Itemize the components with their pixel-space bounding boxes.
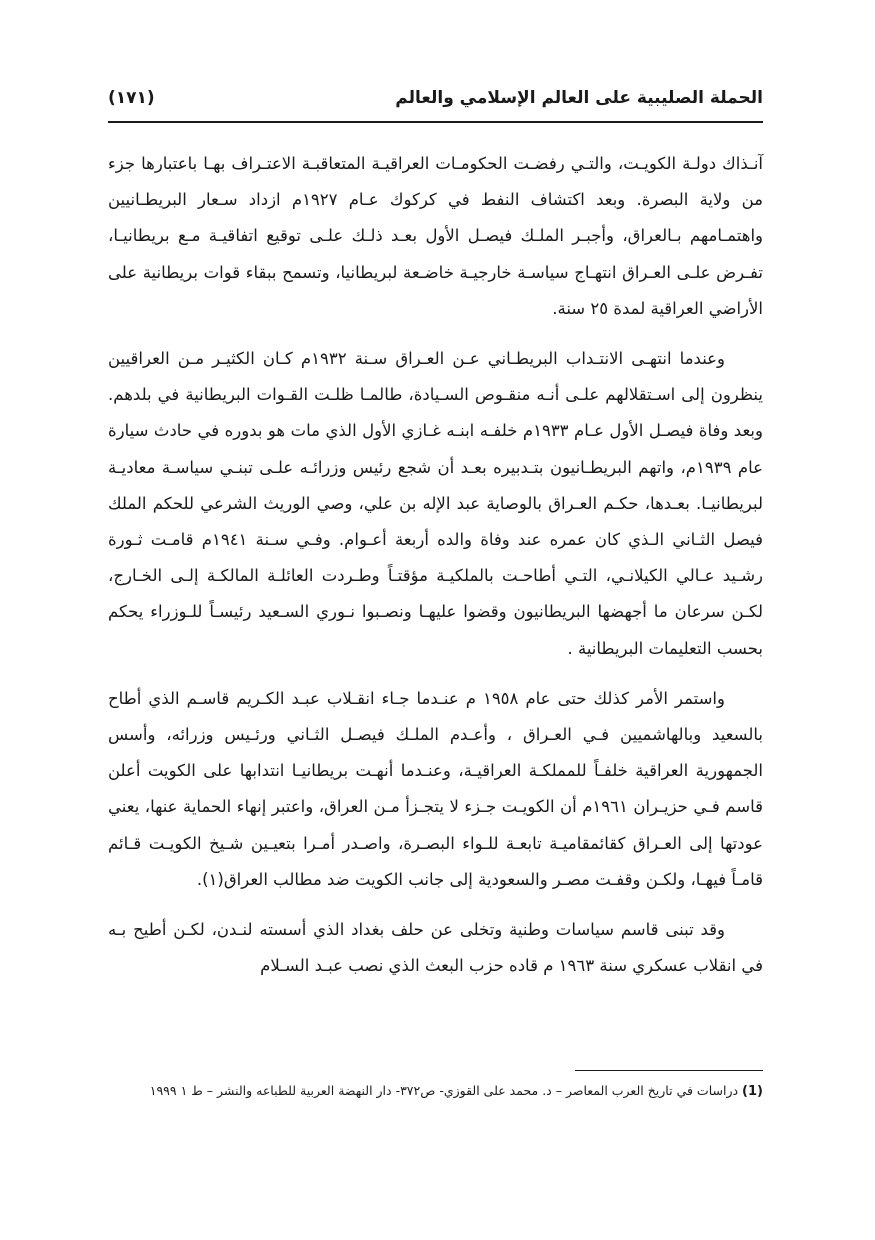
paragraph-2: وعندما انتهـى الانتـداب البريطـاني عـن العـراق سـنة ١٩٣٢م كـان الكثيـر مـن العراقيين ينظرون إلى اسـتقلالهم علـى أنـه منقـوص السـيادة، طالمـا ظلـت القـوات البريطانية في بلدهم. وبعد وفاة فيصـل الأول عـام ١٩٣٣م خلفـه ابنـه غـازي الأول الذي مات هو بدوره في حادث سيارة عام ١٩٣٩م، واتهم البريطـانيون بتـدبيره بعـد أن شجع رئيس وزرائـه علـى تبنـي سياسـة معاديـة لبريطانيـا. بعـدها، حكـم العـراق بالوصاية عبد الإله بن علي، وصي الوريث الشرعي للحكم الملك فيصل الثـاني الـذي كان عمره عند وفاة والده أربعة أعـوام. وفـي سـنة ١٩٤١م قامـت ثـورة رشـيد عـالي الكيلانـي، التـي أطاحـت بالملكيـة مؤقتـاً وطـردت العائلـة المالكـة إلـى الخـارج، لكـن سرعان ما أجهضها البريطانيون وقضوا عليهـا ونصـبوا نـوري السـعيد رئيسـاً للـوزراء يحكم بحسب التعليمات البريطانية .	[108, 349, 764, 658]
running-title: الحملة الصليبية على العالم الإسلامي والعالم	[395, 88, 763, 108]
footnote-text: دراسات في تاريخ العرب المعاصر – د. محمد على القوزي- ص٣٧٢- دار النهضة العربية للطباعه والنشر – ط ١ ١٩٩٩	[149, 1083, 739, 1098]
paragraph-1: آنـذاك دولـة الكويـت، والتـي رفضـت الحكومـات العراقيـة المتعاقبـة الاعتـراف بهـا باعتبارها جزء من ولاية البصرة. وبعد اكتشاف النفط في كركوك عـام ١٩٢٧م ازداد سـعار البريطـانيين واهتمـامهم بـالعراق، وأجبـر الملـك فيصـل الأول بعـد ذلـك علـى توقيع اتفاقيـة مـع بريطانيـا، تفـرض علـى العـراق انتهـاج سياسـة خارجيـة خاضـعة لبريطانيا، وتسمح ببقاء قوات بريطانية على الأراضي العراقية لمدة ٢٥ سنة.	[108, 154, 763, 318]
paragraph-4: وقد تبنى قاسم سياسات وطنية وتخلى عن حلف بغداد الذي أسسته لنـدن، لكـن أطيح بـه في انقلاب عسكري سنة ١٩٦٣ م قاده حزب البعث الذي نصب عبـد السـلام	[108, 920, 763, 976]
page-number: (١٧١)	[108, 88, 155, 108]
page-header	[108, 88, 763, 116]
header-divider	[108, 121, 763, 123]
body-text	[108, 146, 763, 998]
footnote-divider	[575, 1070, 763, 1071]
footnote	[108, 1078, 763, 1105]
paragraph-3: واستمر الأمر كذلك حتى عام ١٩٥٨ م عنـدما جـاء انقـلاب عبـد الكـريم قاسـم الذي أطاح بالسعيد وبالهاشميين فـي العـراق ، وأعـدم الملـك فيصـل الثـاني ورئـيس وزرائه، وأسس الجمهورية العراقية خلفـاً للمملكـة العراقيـة، وعنـدما أنهـت بريطانيـا انتدابها على الكويت أعلن قاسم فـي حزيـران ١٩٦١م أن الكويـت جـزء لا يتجـزأ مـن العراق، واعتبر إنهاء الحماية عنها، يعني عودتها إلى العـراق كقائمقاميـة تابعـة للـواء البصـرة، واصـدر أمـرا بتعيـين شـيخ الكويـت قـائم قامـاً فيهـا، ولكـن وقفـت مصـر والسعودية إلى جانب الكويت ضد مطالب العراق(١).	[108, 688, 764, 889]
footnote-marker: (1)	[742, 1084, 763, 1099]
